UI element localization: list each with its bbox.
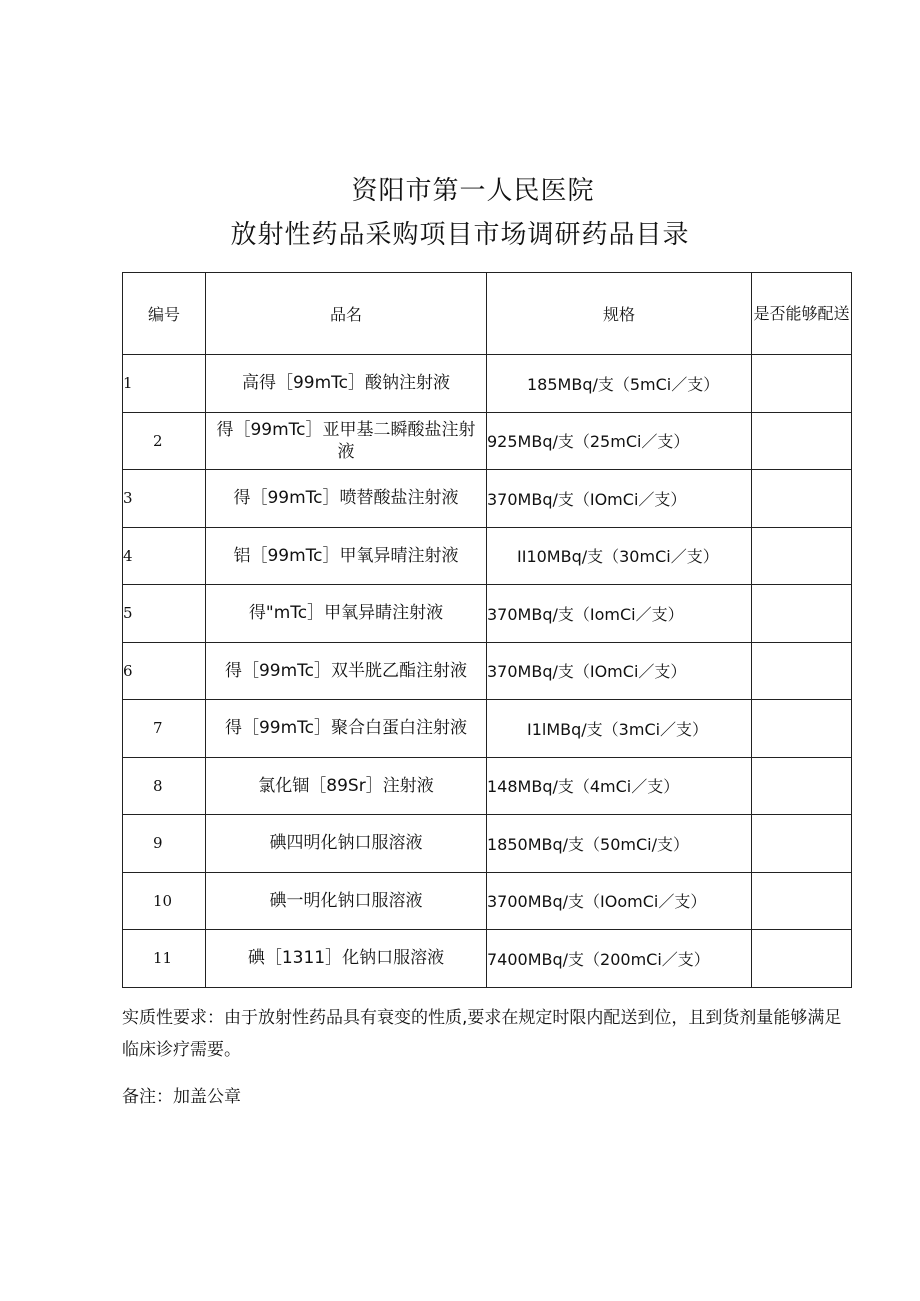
cell-can-deliver[interactable]	[752, 355, 852, 413]
drug-catalog-table	[122, 272, 852, 988]
cell-drug-name: 铝［99mTc］甲氧异晴注射液	[206, 527, 487, 585]
cell-specification: 370MBq/支（IomCi／支）	[487, 585, 752, 643]
cell-drug-name: 得"mTc］甲氧异睛注射液	[206, 585, 487, 643]
cell-drug-name: 氯化锢［89Sr］注射液	[206, 757, 487, 815]
cell-specification: 925MBq/支（25mCi／支）	[487, 412, 752, 470]
cell-can-deliver[interactable]	[752, 527, 852, 585]
cell-can-deliver[interactable]	[752, 700, 852, 758]
substantive-requirement-note: 实质性要求：由于放射性药品具有衰变的性质,要求在规定时限内配送到位，且到货剂量能够满足临床诊疗需要。	[122, 1008, 842, 1060]
table-row	[123, 930, 852, 988]
cell-specification: I1lMBq/支（3mCi／支）	[487, 700, 752, 758]
table-row	[123, 872, 852, 930]
table-row	[123, 412, 852, 470]
cell-specification: 185MBq/支（5mCi／支）	[487, 355, 752, 413]
header-number: 编号	[123, 273, 206, 355]
cell-drug-name: 碘［1311］化钠口服溶液	[206, 930, 487, 988]
cell-number: 9	[123, 815, 206, 873]
table-row	[123, 585, 852, 643]
cell-drug-name: 高得［99mTc］酸钠注射液	[206, 355, 487, 413]
cell-specification: 7400MBq/支（200mCi／支）	[487, 930, 752, 988]
cell-number: 3	[123, 470, 206, 528]
cell-drug-name: 得［99mTc］亚甲基二瞬酸盐注射液	[206, 412, 487, 470]
table-header-row	[123, 273, 852, 355]
cell-specification: II10MBq/支（30mCi／支）	[487, 527, 752, 585]
table-row	[123, 527, 852, 585]
cell-can-deliver[interactable]	[752, 585, 852, 643]
cell-number: 7	[123, 700, 206, 758]
cell-number: 2	[123, 412, 206, 470]
table-row	[123, 355, 852, 413]
table-row	[123, 815, 852, 873]
cell-specification: 370MBq/支（IOmCi／支）	[487, 470, 752, 528]
cell-number: 10	[123, 872, 206, 930]
cell-can-deliver[interactable]	[752, 642, 852, 700]
cell-number: 8	[123, 757, 206, 815]
cell-specification: 148MBq/支（4mCi／支）	[487, 757, 752, 815]
header-drug-name: 品名	[206, 273, 487, 355]
cell-specification: 370MBq/支（IOmCi／支）	[487, 642, 752, 700]
remark-note: 备注：加盖公章	[122, 1087, 241, 1107]
cell-specification: 3700MBq/支（IOomCi／支）	[487, 872, 752, 930]
cell-number: 6	[123, 642, 206, 700]
cell-can-deliver[interactable]	[752, 872, 852, 930]
table-row	[123, 700, 852, 758]
cell-number: 5	[123, 585, 206, 643]
cell-drug-name: 碘四明化钠口服溶液	[206, 815, 487, 873]
cell-can-deliver[interactable]	[752, 930, 852, 988]
cell-can-deliver[interactable]	[752, 815, 852, 873]
cell-number: 1	[123, 355, 206, 413]
cell-drug-name: 得［99mTc］聚合白蛋白注射液	[206, 700, 487, 758]
cell-drug-name: 得［99mTc］喷替酸盐注射液	[206, 470, 487, 528]
cell-drug-name: 碘一明化钠口服溶液	[206, 872, 487, 930]
table-row	[123, 642, 852, 700]
cell-specification: 1850MBq/支（50mCi/支）	[487, 815, 752, 873]
table-row	[123, 470, 852, 528]
cell-can-deliver[interactable]	[752, 412, 852, 470]
cell-can-deliver[interactable]	[752, 470, 852, 528]
cell-number: 11	[123, 930, 206, 988]
cell-number: 4	[123, 527, 206, 585]
header-can-deliver: 是否能够配送	[752, 273, 852, 355]
document-title-catalog: 放射性药品采购项目市场调研药品目录	[230, 220, 690, 250]
header-specification: 规格	[487, 273, 752, 355]
cell-drug-name: 得［99mTc］双半胱乙酯注射液	[206, 642, 487, 700]
cell-can-deliver[interactable]	[752, 757, 852, 815]
document-title-hospital: 资阳市第一人民医院	[351, 176, 595, 206]
table-row	[123, 757, 852, 815]
